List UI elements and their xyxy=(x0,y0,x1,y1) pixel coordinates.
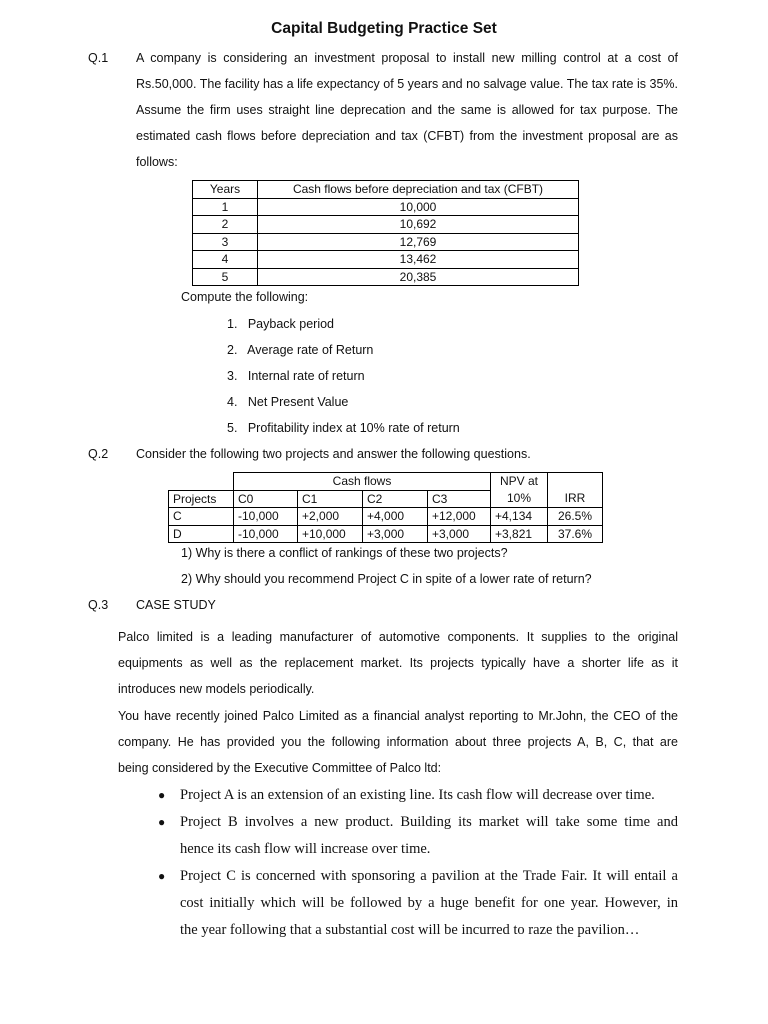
table-cell: 13,462 xyxy=(258,251,579,269)
table-cell: 2 xyxy=(193,216,258,234)
bullet-icon: ● xyxy=(158,788,166,802)
table-row xyxy=(193,233,579,251)
cfbt-table xyxy=(192,180,579,286)
table-header-cell: Cash flows before depreciation and tax (CFBT) xyxy=(258,181,579,199)
projects-table xyxy=(168,472,603,543)
table-row xyxy=(169,525,603,543)
bullet-b-line: Project B involves a new product. Building its market will take some time and xyxy=(180,814,678,830)
question-1-line-1: A company is considering an investment proposal to install new milling control at a cost of xyxy=(136,51,678,65)
bullet-icon: ● xyxy=(158,815,166,829)
table-cell: +3,821 xyxy=(491,525,548,543)
list-item: 1. Payback period xyxy=(227,317,335,331)
table-header-cell: C3 xyxy=(428,490,491,508)
table-cell: 1 xyxy=(193,198,258,216)
table-header-row xyxy=(169,473,603,491)
table-row xyxy=(169,508,603,526)
list-item: 3. Internal rate of return xyxy=(227,369,365,383)
table-header-cell: 10% xyxy=(491,490,548,508)
bullet-c-line: Project C is concerned with sponsoring a pavilion at the Trade Fair. It will entail a xyxy=(180,868,678,884)
table-cell: 26.5% xyxy=(548,508,603,526)
table-header-cell: IRR xyxy=(548,490,603,508)
list-item: 4. Net Present Value xyxy=(227,395,349,409)
bullet-b-line: hence its cash flow will increase over time. xyxy=(180,841,431,857)
question-3-number: Q.3 xyxy=(88,598,109,612)
npv-header: NPV at xyxy=(491,473,548,491)
case-study-heading: CASE STUDY xyxy=(136,598,216,612)
table-cell: +4,134 xyxy=(491,508,548,526)
case-para-2-line: You have recently joined Palco Limited as a financial analyst reporting to Mr.John, the CEO of the xyxy=(118,709,678,723)
case-para-1-line: Palco limited is a leading manufacturer of automotive components. It supplies to the original xyxy=(118,630,678,644)
question-1-line-3: Assume the firm uses straight line deprecation and the same is allowed for tax purpose. The xyxy=(136,103,678,117)
table-cell: -10,000 xyxy=(234,525,298,543)
bullet-c-line: the year following that a substantial cost will be incurred to raze the pavilion… xyxy=(180,922,640,938)
table-cell: D xyxy=(169,525,234,543)
table-header-cell: C2 xyxy=(363,490,428,508)
table-cell: 10,000 xyxy=(258,198,579,216)
document-title: Capital Budgeting Practice Set xyxy=(271,20,497,37)
table-cell: +3,000 xyxy=(428,525,491,543)
table-cell: +2,000 xyxy=(298,508,363,526)
question-2-text: Consider the following two projects and answer the following questions. xyxy=(136,447,531,461)
table-cell: -10,000 xyxy=(234,508,298,526)
case-para-1-line: introduces new models periodically. xyxy=(118,682,315,696)
table-cell: 37.6% xyxy=(548,525,603,543)
table-header-cell: Years xyxy=(193,181,258,199)
table-cell: 5 xyxy=(193,268,258,286)
table-cell: 10,692 xyxy=(258,216,579,234)
table-header-cell: C1 xyxy=(298,490,363,508)
case-para-2-line: being considered by the Executive Committee of Palco ltd: xyxy=(118,761,442,775)
table-row xyxy=(193,251,579,269)
table-cell: +3,000 xyxy=(363,525,428,543)
compute-label: Compute the following: xyxy=(181,290,309,304)
table-cell: 3 xyxy=(193,233,258,251)
table-cell: 4 xyxy=(193,251,258,269)
table-header-row xyxy=(193,181,579,199)
bullet-icon: ● xyxy=(158,869,166,883)
list-item: 2. Average rate of Return xyxy=(227,343,374,357)
question-1-number: Q.1 xyxy=(88,51,109,65)
table-cell: +12,000 xyxy=(428,508,491,526)
table-row xyxy=(193,268,579,286)
table-header-cell: Projects xyxy=(169,490,234,508)
case-para-2-line: company. He has provided you the following information about three projects A, B, C, that are xyxy=(118,735,678,749)
cash-flows-header: Cash flows xyxy=(234,473,491,491)
bullet-a-line: Project A is an extension of an existing line. Its cash flow will decrease over time. xyxy=(180,787,655,803)
table-cell: +4,000 xyxy=(363,508,428,526)
question-1-line-2: Rs.50,000. The facility has a life expectancy of 5 years and no salvage value. The tax rate is 35%. xyxy=(136,77,678,91)
question-1-line-4: estimated cash flows before depreciation and tax (CFBT) from the investment proposal are as xyxy=(136,129,678,143)
table-cell: C xyxy=(169,508,234,526)
bullet-c-line: cost initially which will be followed by a huge benefit for one year. However, in xyxy=(180,895,678,911)
table-row xyxy=(193,216,579,234)
question-2-sub-1: 1) Why is there a conflict of rankings of these two projects? xyxy=(181,546,508,560)
table-cell: 12,769 xyxy=(258,233,579,251)
list-item: 5. Profitability index at 10% rate of return xyxy=(227,421,460,435)
question-1-line-5: follows: xyxy=(136,155,178,169)
question-2-number: Q.2 xyxy=(88,447,109,461)
case-para-1-line: equipments as well as the replacement market. Its projects typically have a shorter life as it xyxy=(118,656,678,670)
table-header-row xyxy=(169,490,603,508)
table-header-cell: C0 xyxy=(234,490,298,508)
table-cell: 20,385 xyxy=(258,268,579,286)
table-row xyxy=(193,198,579,216)
table-cell: +10,000 xyxy=(298,525,363,543)
question-2-sub-2: 2) Why should you recommend Project C in spite of a lower rate of return? xyxy=(181,572,592,586)
